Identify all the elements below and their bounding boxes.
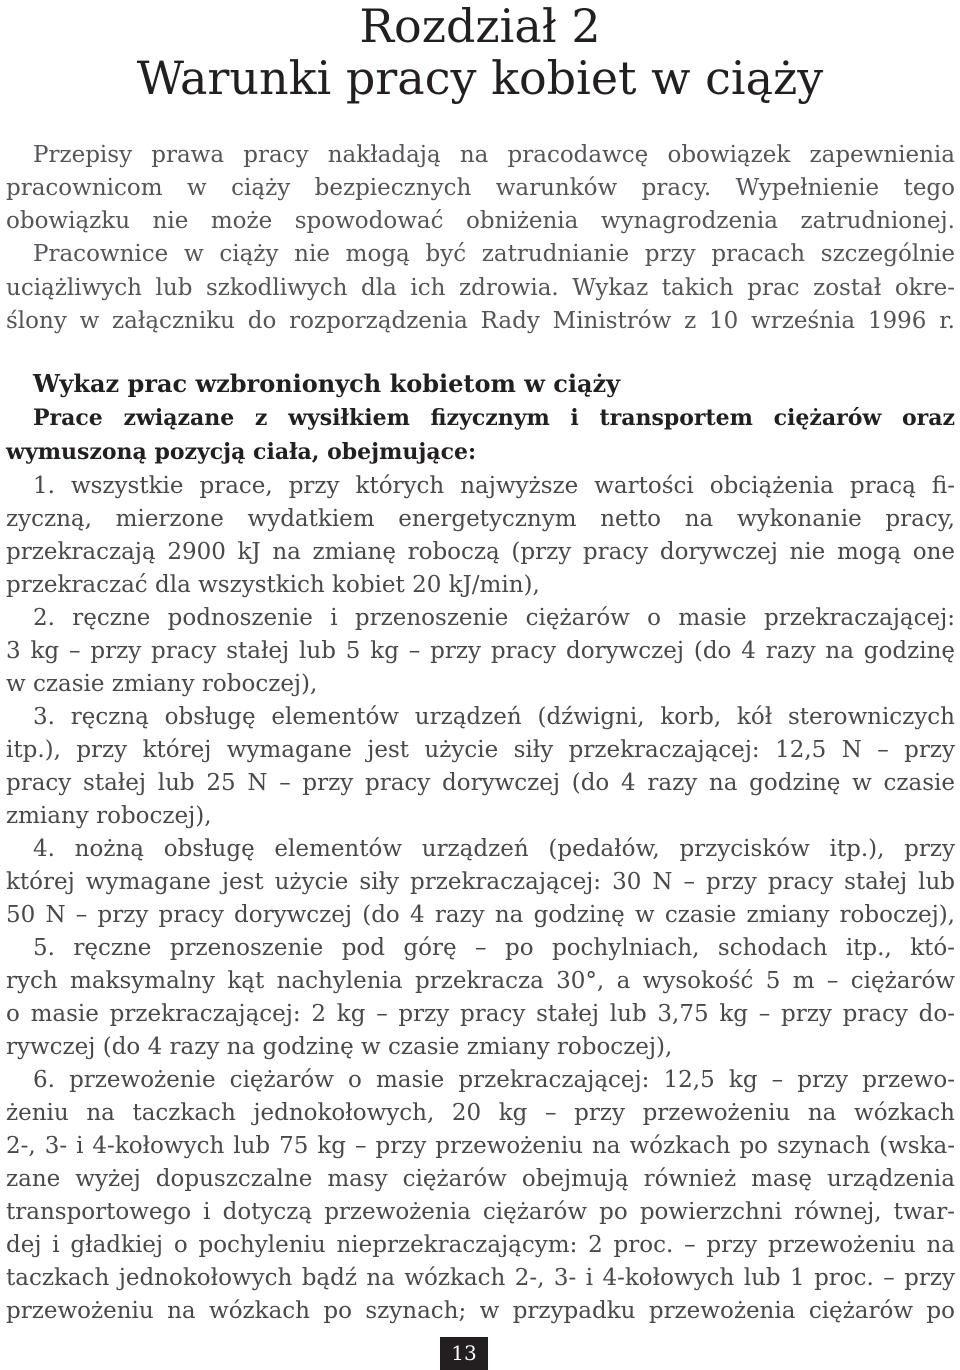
list-item-line: dej i gładkiej o pochyleniu nieprzekraczającym: 2 proc. – przy przewożeniu na (6, 1232, 955, 1258)
list-item-line: przekraczają 2900 kJ na zmianę roboczą (przy pracy dorywczej nie mogą one (6, 539, 955, 565)
intro-line: Przepisy prawa pracy nakładają na pracodawcę obowiązek zapewnienia (33, 142, 955, 168)
list-item-line: taczkach jednokołowych bądź na wózkach 2-, 3- i 4-kołowych lub 1 proc. – przy (6, 1265, 955, 1291)
list-item-line: zmiany roboczej), (6, 803, 212, 829)
list-item-line: 5. ręczne przenoszenie pod górę – po pochylniach, schodach itp., któ- (33, 935, 955, 961)
list-item-line: 4. nożną obsługę elementów urządzeń (pedałów, przycisków itp.), przy (33, 836, 955, 862)
chapter-title: Warunki pracy kobiet w ciąży (136, 51, 824, 105)
intro-line: pracownicom w ciąży bezpiecznych warunków pracy. Wypełnienie tego (6, 175, 955, 201)
subheading-line: Prace związane z wysiłkiem fizycznym i transportem ciężarów oraz (33, 405, 955, 431)
list-item-line: żeniu na taczkach jednokołowych, 20 kg – przy przewożeniu na wózkach (6, 1100, 955, 1126)
list-item-line: zyczną, mierzone wydatkiem energetycznym netto na wykonanie pracy, (6, 506, 955, 532)
list-item-line: w czasie zmiany roboczej), (6, 671, 318, 697)
list-item-line: 3. ręczną obsługę elementów urządzeń (dźwigni, korb, kół sterowniczych (33, 704, 955, 730)
page-number: 13 (440, 1337, 488, 1370)
intro-line: uciążliwych lub szkodliwych dla ich zdrowia. Wykaz takich prac został okre- (6, 275, 955, 301)
list-item-line: rych maksymalny kąt nachylenia przekracza 30°, a wysokość 5 m – ciężarów (6, 968, 955, 994)
intro-line: ślony w załączniku do rozporządzenia Rady Ministrów z 10 września 1996 r. (6, 308, 955, 334)
list-item-line: 2-, 3- i 4-kołowych lub 75 kg – przy przewożeniu na wózkach po szynach (wska- (6, 1133, 955, 1159)
intro-line: obowiązku nie może spowodować obniżenia wynagrodzenia zatrudnionej. (6, 208, 955, 234)
list-item-line: przekraczać dla wszystkich kobiet 20 kJ/min), (6, 572, 540, 598)
list-item-line: pracy stałej lub 25 N – przy pracy dorywczej (do 4 razy na godzinę w czasie (6, 770, 955, 796)
list-item-line: rywczej (do 4 razy na godzinę w czasie zmiany roboczej), (6, 1034, 673, 1060)
chapter-number: Rozdział 2 (359, 0, 601, 53)
list-item-line: itp.), przy której wymagane jest użycie siły przekraczającej: 12,5 N – przy (6, 737, 955, 763)
section-heading: Wykaz prac wzbronionych kobietom w ciąży (33, 369, 621, 398)
list-item-line: zane wyżej dopuszczalne masy ciężarów obejmują również masę urządzenia (6, 1166, 955, 1192)
list-item-line: 2. ręczne podnoszenie i przenoszenie ciężarów o masie przekraczającej: (33, 605, 955, 631)
intro-line: Pracownice w ciąży nie mogą być zatrudnianie przy pracach szczególnie (33, 241, 955, 267)
subheading-line: wymuszoną pozycją ciała, obejmujące: (6, 439, 477, 465)
list-item-line: 1. wszystkie prace, przy których najwyższe wartości obciążenia pracą fi- (33, 473, 955, 499)
list-item-line: przewożeniu na wózkach po szynach; w przypadku przewożenia ciężarów po (6, 1298, 955, 1324)
list-item-line: której wymagane jest użycie siły przekraczającej: 30 N – przy pracy stałej lub (6, 869, 955, 895)
list-item-line: 50 N – przy pracy dorywczej (do 4 razy na godzinę w czasie zmiany roboczej), (6, 902, 955, 928)
list-item-line: transportowego i dotyczą przewożenia ciężarów po powierzchni równej, twar- (6, 1199, 955, 1225)
list-item-line: 3 kg – przy pracy stałej lub 5 kg – przy pracy dorywczej (do 4 razy na godzinę (6, 638, 955, 664)
list-item-line: 6. przewożenie ciężarów o masie przekraczającej: 12,5 kg – przy przewo- (33, 1067, 955, 1093)
list-item-line: o masie przekraczającej: 2 kg – przy pracy stałej lub 3,75 kg – przy pracy do- (6, 1001, 955, 1027)
